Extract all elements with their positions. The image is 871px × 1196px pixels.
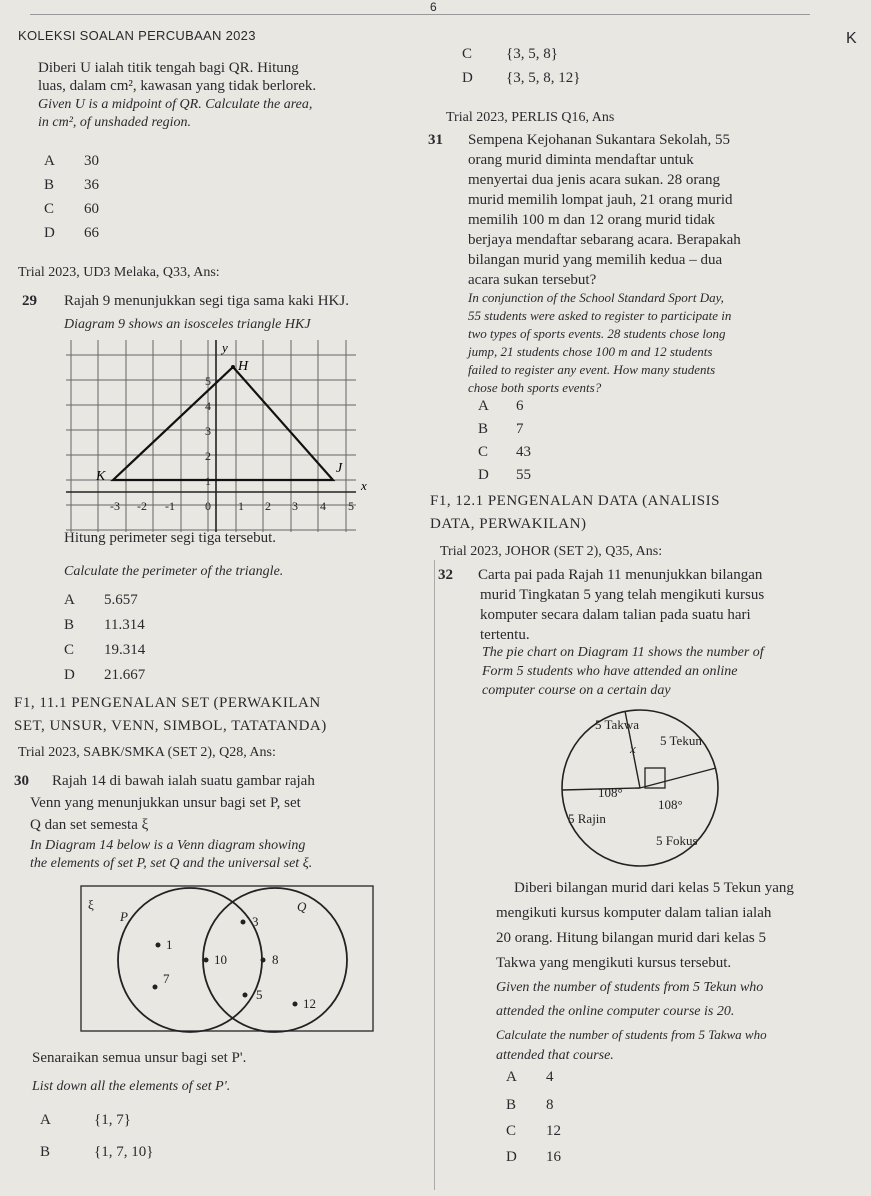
q31-ms-line: acara sukan tersebut? <box>468 272 597 288</box>
q30-en-line2: the elements of set P, set Q and the universal set ξ. <box>30 856 313 871</box>
x-tick: -1 <box>165 499 175 513</box>
section-f1-12-line2: DATA, PERWAKILAN) <box>430 516 587 532</box>
q31-number: 31 <box>428 132 443 148</box>
q32-option-c[interactable]: C 12 <box>506 1123 561 1139</box>
q29-graph <box>66 340 366 540</box>
page-header: KOLEKSI SOALAN PERCUBAAN 2023 <box>18 28 256 43</box>
q31-ms-line: orang murid diminta mendaftar untuk <box>468 152 694 168</box>
right-angle-mark <box>645 768 665 788</box>
x-tick: 1 <box>238 499 244 513</box>
q29-ms-question: Hitung perimeter segi tiga tersebut. <box>64 530 277 546</box>
q30-ms-line1: Rajah 14 di bawah ialah suatu gambar rajah <box>52 773 315 789</box>
q28-option-c[interactable]: C 60 <box>44 201 99 217</box>
y-tick: 5 <box>205 374 211 388</box>
q31-ms-line: menyertai dua jenis acara sukan. 28 orang <box>468 172 720 188</box>
x-tick: 3 <box>292 499 298 513</box>
y-axis-label: y <box>222 340 228 355</box>
q31-ms-line: Sempena Kejohanan Sukantara Sekolah, 55 <box>468 132 731 148</box>
pie-slice-line <box>640 768 716 788</box>
q29-number: 29 <box>22 293 37 309</box>
q31-option-a[interactable]: A 6 <box>478 398 524 414</box>
q29-option-b[interactable]: B 11.314 <box>64 617 145 633</box>
q30-ms-line2: Venn yang menunjukkan unsur bagi set P, set <box>30 795 301 811</box>
y-tick: 3 <box>205 424 211 438</box>
q32-ms-line: Carta pai pada Rajah 11 menunjukkan bilangan <box>478 567 763 583</box>
q28-en-line2: in cm², of unshaded region. <box>38 115 191 130</box>
x-tick: 0 <box>205 499 211 513</box>
element-dot <box>241 920 246 925</box>
element-dot <box>243 993 248 998</box>
q31-en-line: two types of sports events. 28 students chose long <box>468 326 726 341</box>
venn-element: 7 <box>163 971 170 986</box>
y-tick: 2 <box>205 449 211 463</box>
q32-en-q-line: attended that course. <box>496 1048 614 1063</box>
pie-label-tekun: 5 Tekun <box>660 733 702 748</box>
q30-ms-question: Senaraikan semua unsur bagi set P'. <box>32 1050 247 1066</box>
venn-element: 1 <box>166 937 173 952</box>
venn-element: 10 <box>214 952 227 967</box>
pie-angle-108-right: 108° <box>658 797 683 812</box>
q32-ms-line: tertentu. <box>480 627 530 643</box>
pie-angle-x: x <box>630 741 636 756</box>
x-tick: 4 <box>320 499 326 513</box>
venn-element: 12 <box>303 996 316 1011</box>
q31-en-line: 55 students were asked to register to participate in <box>468 308 732 323</box>
prev-option-c[interactable]: C {3, 5, 8} <box>462 46 558 62</box>
venn-element: 5 <box>256 987 263 1002</box>
x-tick: -2 <box>137 499 147 513</box>
q32-ms-q-line: mengikuti kursus komputer dalam talian ialah <box>496 905 772 921</box>
q32-en-q-line: Calculate the number of students from 5 Takwa who <box>496 1027 767 1042</box>
q31-en-line: In conjunction of the School Standard Sport Day, <box>468 290 724 305</box>
q28-ms-line2: luas, dalam cm², kawasan yang tidak berlorek. <box>38 78 317 94</box>
pie-label-takwa: 5 Takwa <box>595 717 639 732</box>
triangle-hkj <box>113 367 333 480</box>
element-dot <box>204 958 209 963</box>
q32-pie-chart <box>560 705 730 875</box>
q28-ms-line1: Diberi U ialah titik tengah bagi QR. Hitung <box>38 60 299 76</box>
q32-en-line: The pie chart on Diagram 11 shows the number of <box>482 645 764 660</box>
q32-ms-line: murid Tingkatan 5 yang telah mengikuti kursus <box>480 587 765 603</box>
venn-xi-label: ξ <box>88 897 94 912</box>
q29-en-text: Diagram 9 shows an isosceles triangle HKJ <box>64 317 311 332</box>
q29-option-d[interactable]: D 21.667 <box>64 667 146 683</box>
q32-number: 32 <box>438 567 453 583</box>
vertex-h-label: H <box>238 359 249 374</box>
q28-en-line1: Given U is a midpoint of QR. Calculate the area, <box>38 97 313 112</box>
x-axis-label: x <box>361 478 367 493</box>
q32-en-line: Form 5 students who have attended an online <box>482 664 738 679</box>
q30-en-question: List down all the elements of set P'. <box>32 1079 231 1094</box>
pie-label-rajin: 5 Rajin <box>568 811 606 826</box>
q32-source: Trial 2023, JOHOR (SET 2), Q35, Ans: <box>440 544 663 559</box>
venn-element: 8 <box>272 952 279 967</box>
q31-ms-line: murid memilih lompat jauh, 21 orang murid <box>468 192 733 208</box>
q31-en-line: jump, 21 students chose 100 m and 12 students <box>468 344 713 359</box>
q32-option-a[interactable]: A 4 <box>506 1069 554 1085</box>
q32-ms-line: komputer secara dalam talian pada suatu hari <box>480 607 751 623</box>
venn-element: 3 <box>252 914 259 929</box>
section-f1-12-line1: F1, 12.1 PENGENALAN DATA (ANALISIS <box>430 493 720 509</box>
pie-angle-108-left: 108° <box>598 785 623 800</box>
q31-option-b[interactable]: B 7 <box>478 421 524 437</box>
section-f1-11-line1: F1, 11.1 PENGENALAN SET (PERWAKILAN <box>14 695 321 711</box>
q30-ms-line3: Q dan set semesta ξ <box>30 817 149 833</box>
q32-ms-q-line: Takwa yang mengikuti kursus tersebut. <box>496 955 732 971</box>
element-dot <box>153 985 158 990</box>
x-tick: 2 <box>265 499 271 513</box>
vertex-k-label: K <box>96 469 106 484</box>
q31-option-c[interactable]: C 43 <box>478 444 531 460</box>
q29-en-question: Calculate the perimeter of the triangle. <box>64 564 284 579</box>
column-divider <box>434 560 435 1190</box>
universal-set-box <box>81 886 373 1031</box>
q29-option-a[interactable]: A 5.657 <box>64 592 138 608</box>
q29-ms-text: Rajah 9 menunjukkan segi tiga sama kaki HKJ. <box>64 293 349 309</box>
page-number: 6 <box>430 0 437 14</box>
q31-source: Trial 2023, PERLIS Q16, Ans <box>446 110 615 125</box>
q32-ms-q-line: Diberi bilangan murid dari kelas 5 Tekun yang <box>514 880 794 896</box>
q30-option-b[interactable]: B {1, 7, 10} <box>40 1144 154 1160</box>
q32-en-q-line: attended the online computer course is 20. <box>496 1004 735 1019</box>
venn-p-label: P <box>120 909 128 924</box>
element-dot <box>293 1002 298 1007</box>
q30-venn-diagram <box>80 885 375 1035</box>
x-tick: -3 <box>110 499 120 513</box>
q31-ms-line: memilih 100 m dan 12 orang murid tidak <box>468 212 716 228</box>
q32-option-d[interactable]: D 16 <box>506 1149 561 1165</box>
corner-letter: K <box>846 30 857 47</box>
q28-option-a[interactable]: A 30 <box>44 153 99 169</box>
q31-ms-line: bilangan murid yang memilih kedua – dua <box>468 252 723 268</box>
vertex-j-label: J <box>336 461 343 476</box>
q32-option-b[interactable]: B 8 <box>506 1097 554 1113</box>
q32-ms-q-line: 20 orang. Hitung bilangan murid dari kelas 5 <box>496 930 766 946</box>
q29-option-c[interactable]: C 19.314 <box>64 642 146 658</box>
vertex-h-dot <box>231 365 235 369</box>
q32-en-q-line: Given the number of students from 5 Tekun who <box>496 980 764 995</box>
q31-en-line: chose both sports events? <box>468 380 602 395</box>
y-tick: 4 <box>205 399 211 413</box>
pie-label-fokus: 5 Fokus <box>656 833 698 848</box>
q30-number: 30 <box>14 773 29 789</box>
q30-option-a[interactable]: A {1, 7} <box>40 1112 131 1128</box>
y-tick: 1 <box>205 474 211 488</box>
q28-option-d[interactable]: D 66 <box>44 225 99 241</box>
prev-option-d[interactable]: D {3, 5, 8, 12} <box>462 70 581 86</box>
q31-option-d[interactable]: D 55 <box>478 467 531 483</box>
q30-source: Trial 2023, SABK/SMKA (SET 2), Q28, Ans: <box>18 745 276 760</box>
q31-ms-line: berjaya mendaftar sebarang acara. Berapakah <box>468 232 741 248</box>
q29-source: Trial 2023, UD3 Melaka, Q33, Ans: <box>18 265 220 280</box>
top-rule <box>30 14 810 15</box>
set-p-circle <box>118 888 262 1032</box>
element-dot <box>261 958 266 963</box>
section-f1-11-line2: SET, UNSUR, VENN, SIMBOL, TATATANDA) <box>14 718 327 734</box>
element-dot <box>156 943 161 948</box>
q28-option-b[interactable]: B 36 <box>44 177 99 193</box>
q32-en-line: computer course on a certain day <box>482 683 671 698</box>
q30-en-line1: In Diagram 14 below is a Venn diagram showing <box>30 838 306 853</box>
venn-q-label: Q <box>297 899 307 914</box>
x-tick: 5 <box>348 499 354 513</box>
q31-en-line: failed to register any event. How many students <box>468 362 716 377</box>
